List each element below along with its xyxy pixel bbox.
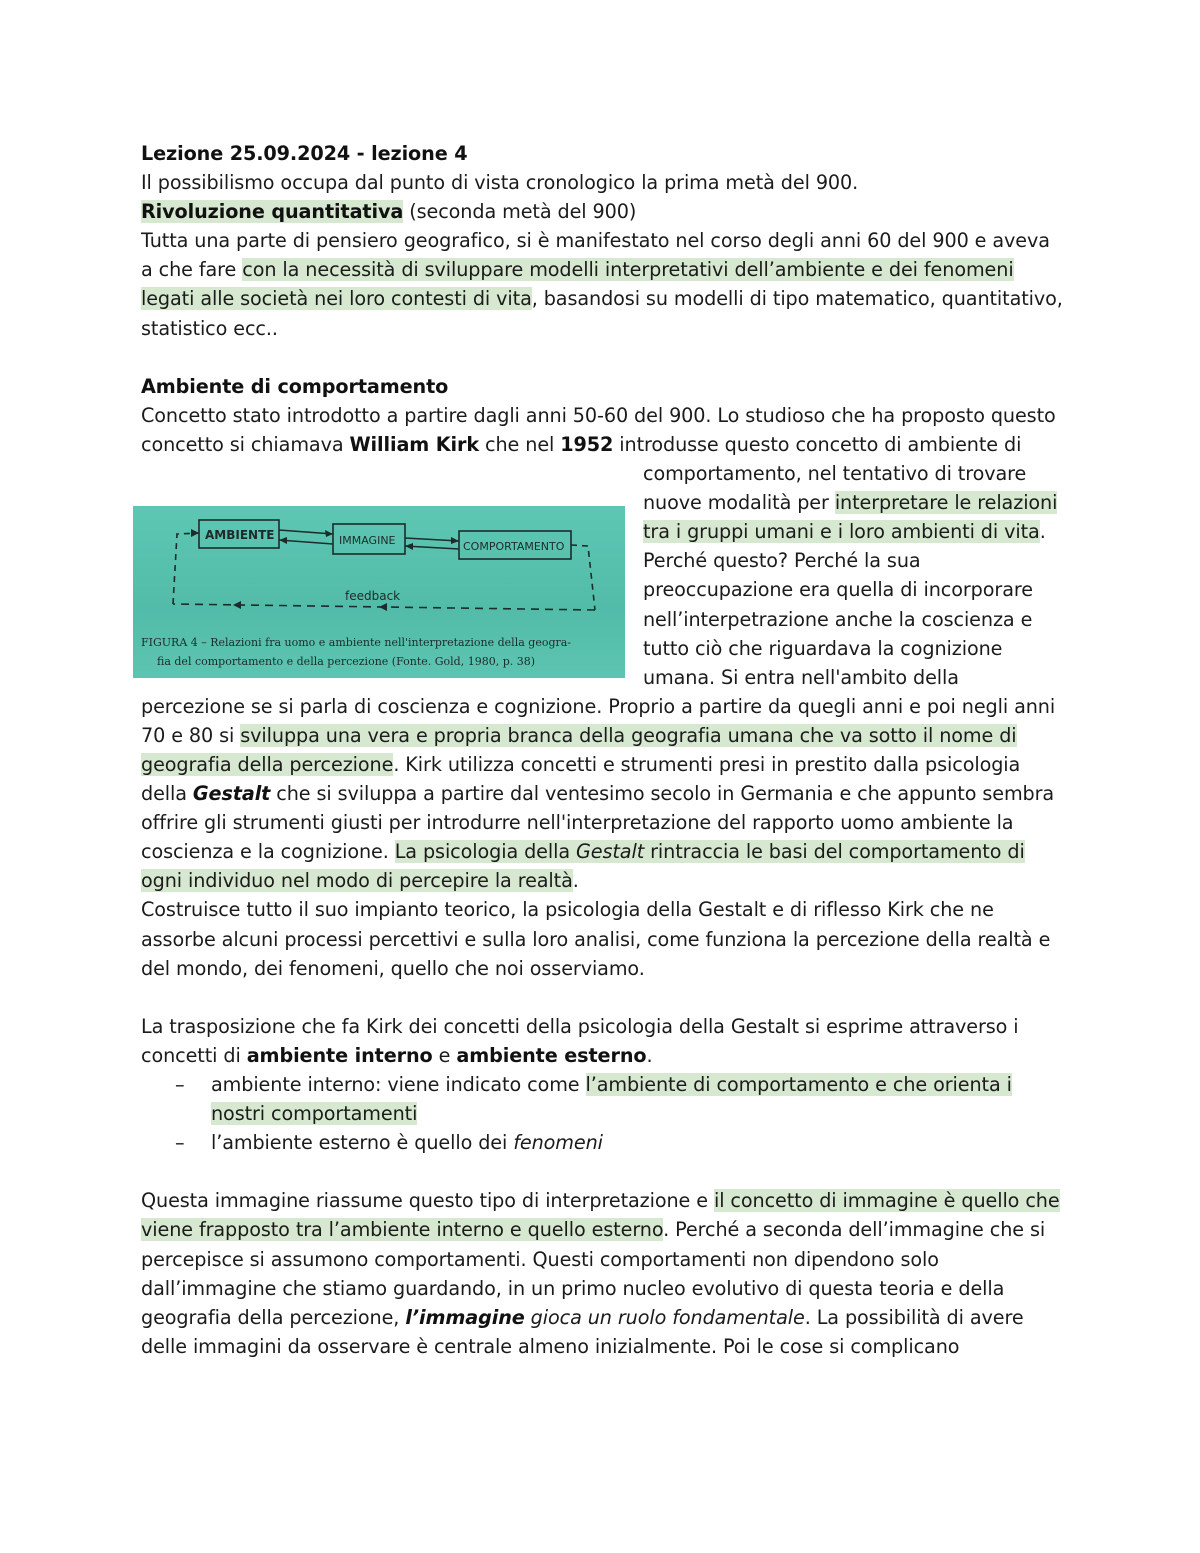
paragraph-rivoluzione: Rivoluzione quantitativa (seconda metà del 900) bbox=[141, 200, 637, 224]
paragraph-impianto: Costruisce tutto il suo impianto teorico, la psicologia della Gestalt e di riflesso Kirk che ne assorbe alcuni processi percettivi e sulla loro analisi, come funziona la percezione della realtà e del mondo, dei fenomeni, quello che noi osserviamo. bbox=[141, 898, 1051, 980]
paragraph-immagine: Questa immagine riassume questo tipo di interpretazione e il concetto di immagine è quello che viene frapposto tra l’ambiente interno e quello esterno. Perché a seconda dell’immagine che si percepisce si assumono comportamenti. Questi comportamenti non dipendono solo dall’immagine che stiamo guardando, in un primo nucleo evolutivo di questa teoria e della geografia della percezione, l’immagine gioca un ruolo fondamentale. La possibilità di avere delle immagini da osservare è centrale almeno inizialmente. Poi le cose si complicano bbox=[141, 1189, 1060, 1358]
name-william-kirk: William Kirk bbox=[349, 432, 480, 456]
list-item: – ambiente interno: viene indicato come l’ambiente di comportamento e che orienta i nostri comportamenti bbox=[211, 1070, 1066, 1128]
caption-line-1: FIGURA 4 – Relazioni fra uomo e ambiente nell'interpretazione della geogra- bbox=[141, 636, 572, 649]
highlight-relazioni: interpretare le relazioni tra i gruppi umani e i loro ambienti di vita bbox=[643, 491, 1058, 544]
document-body bbox=[141, 139, 1066, 1361]
highlight-modelli: con la necessità di sviluppare modelli interpretativi dell’ambiente e dei fenomeni legati alle società nei loro contesti di vita bbox=[141, 258, 1014, 311]
diagram-svg bbox=[133, 506, 625, 678]
paragraph-possibilismo: Il possibilismo occupa dal punto di vista cronologico la prima metà del 900. bbox=[141, 171, 859, 195]
caption-line-2: fia del comportamento e della percezione (Fonte. Gold, 1980, p. 38) bbox=[157, 655, 536, 668]
section-title-ambiente: Ambiente di comportamento bbox=[141, 374, 449, 398]
highlight-geografia-percezione: sviluppa una vera e propria branca della geografia umana che va sotto il nome di geografia della percezione bbox=[141, 723, 1017, 776]
list-item: – l’ambiente esterno è quello dei fenomeni bbox=[211, 1128, 1066, 1157]
paragraph-ambiente: Concetto stato introdotto a partire dagli anni 50-60 del 900. Lo studioso che ha proposto questo concetto si chiamava William Kirk che nel 1952 introdusse questo concetto di ambiente di comportamento, nel tentativo di trovare nuove modalità per interpretare le relazioni tra i gruppi umani e i loro ambienti di vita. Perché questo? Perché la sua preoccupazione era quella di incorporare nell’interpetrazione anche la coscienza e tutto ciò che riguardava la cognizione umana. Si entra nell'ambito della percezione se si parla di coscienza e cognizione. Proprio a partire da quegli anni e poi negli anni 70 e 80 si sviluppa una vera e propria branca della geografia umana che va sotto il nome di geografia della percezione. Kirk utilizza concetti e strumenti presi in prestito dalla psicologia della Gestalt che si sviluppa a partire dal ventesimo secolo in Germania e che appunto sembra offrire gli strumenti giusti per introdurre nell'interpretazione del rapporto uomo ambiente la coscienza e la cognizione. La psicologia della Gestalt rintraccia le basi del comportamento di ogni individuo nel modo di percepire la realtà. bbox=[141, 403, 1058, 893]
highlight-gestalt: La psicologia della Gestalt rintraccia le basi del comportamento di ogni individuo nel modo di percepire la realtà bbox=[141, 840, 1025, 893]
paragraph-pensiero: Tutta una parte di pensiero geografico, si è manifestato nel corso degli anni 60 del 900 e aveva a che fare con la necessità di sviluppare modelli interpretativi dell’ambiente e dei fenomeni legati alle società nei loro contesti di vita, basandosi su modelli di tipo matematico, quantitativo, statistico ecc.. bbox=[141, 229, 1063, 340]
paragraph-trasposizione: La trasposizione che fa Kirk dei concetti della psicologia della Gestalt si esprime attraverso i concetti di ambiente interno e ambiente esterno. bbox=[141, 1014, 1019, 1067]
lesson-heading: Lezione 25.09.2024 - lezione 4 bbox=[141, 142, 468, 165]
year-1952: 1952 bbox=[560, 432, 614, 456]
highlight-rivoluzione: Rivoluzione quantitativa bbox=[141, 200, 404, 224]
ambiente-list bbox=[141, 1070, 1066, 1157]
highlight-ambiente-comportamento: l’ambiente di comportamento e che orienta i nostri comportamenti bbox=[211, 1073, 1012, 1126]
label-feedback: feedback bbox=[345, 589, 401, 603]
highlight-concetto-immagine: il concetto di immagine è quello che viene frapposto tra l’ambiente interno e quello esterno bbox=[141, 1189, 1060, 1242]
figure-ambiente-diagram bbox=[133, 506, 625, 678]
label-comportamento: COMPORTAMENTO bbox=[463, 540, 565, 553]
label-ambiente: AMBIENTE bbox=[205, 528, 275, 542]
gestalt-bold: Gestalt bbox=[192, 782, 271, 806]
label-immagine: IMMAGINE bbox=[339, 534, 396, 547]
